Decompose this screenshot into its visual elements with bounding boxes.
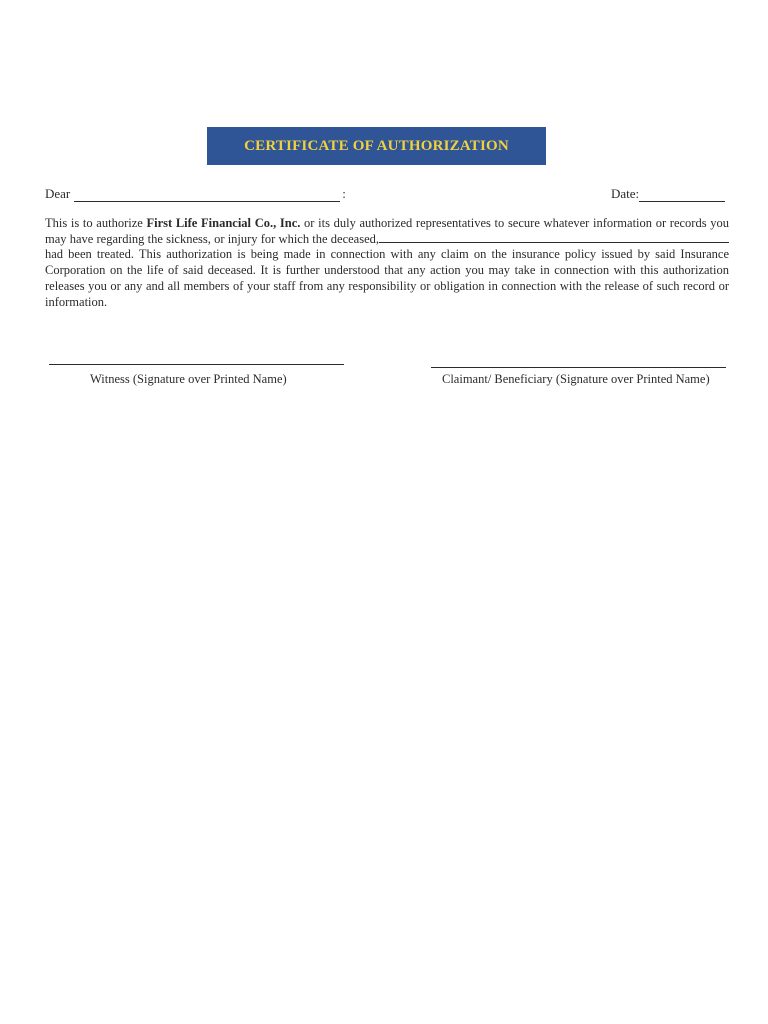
claimant-signature-line[interactable]	[431, 367, 726, 368]
date-label: Date:	[611, 186, 640, 201]
dear-row	[45, 186, 346, 202]
witness-signature-line[interactable]	[49, 364, 344, 365]
date-row	[611, 186, 725, 202]
company-name: First Life Financial Co., Inc.	[146, 216, 301, 230]
deceased-name-field[interactable]	[379, 232, 729, 243]
witness-signature-label: Witness (Signature over Printed Name)	[90, 372, 287, 386]
authorization-paragraph	[45, 216, 729, 310]
body-text-part3: had been treated. This authorization is being made in connection with any claim on the insurance policy issued by said Insurance Corporation on the life of said deceased. It is further understood that any action you may take in connection with this authorization releases you or any and all members of your staff from any responsibility or obligation in connection with the release of such record or information.	[45, 247, 729, 309]
claimant-signature-label: Claimant/ Beneficiary (Signature over Printed Name)	[442, 372, 710, 386]
dear-suffix: :	[342, 186, 346, 201]
dear-name-field[interactable]	[74, 189, 340, 202]
title-banner	[207, 127, 546, 165]
dear-label: Dear	[45, 186, 71, 201]
document-title: CERTIFICATE OF AUTHORIZATION	[244, 137, 509, 154]
date-field[interactable]	[639, 189, 725, 202]
body-text-part1: This is to authorize	[45, 216, 147, 230]
body-text-part2: or its duly authorized representatives to secure whatever information or records you may have regarding the sickness, or injury for which the deceased,	[45, 216, 729, 246]
